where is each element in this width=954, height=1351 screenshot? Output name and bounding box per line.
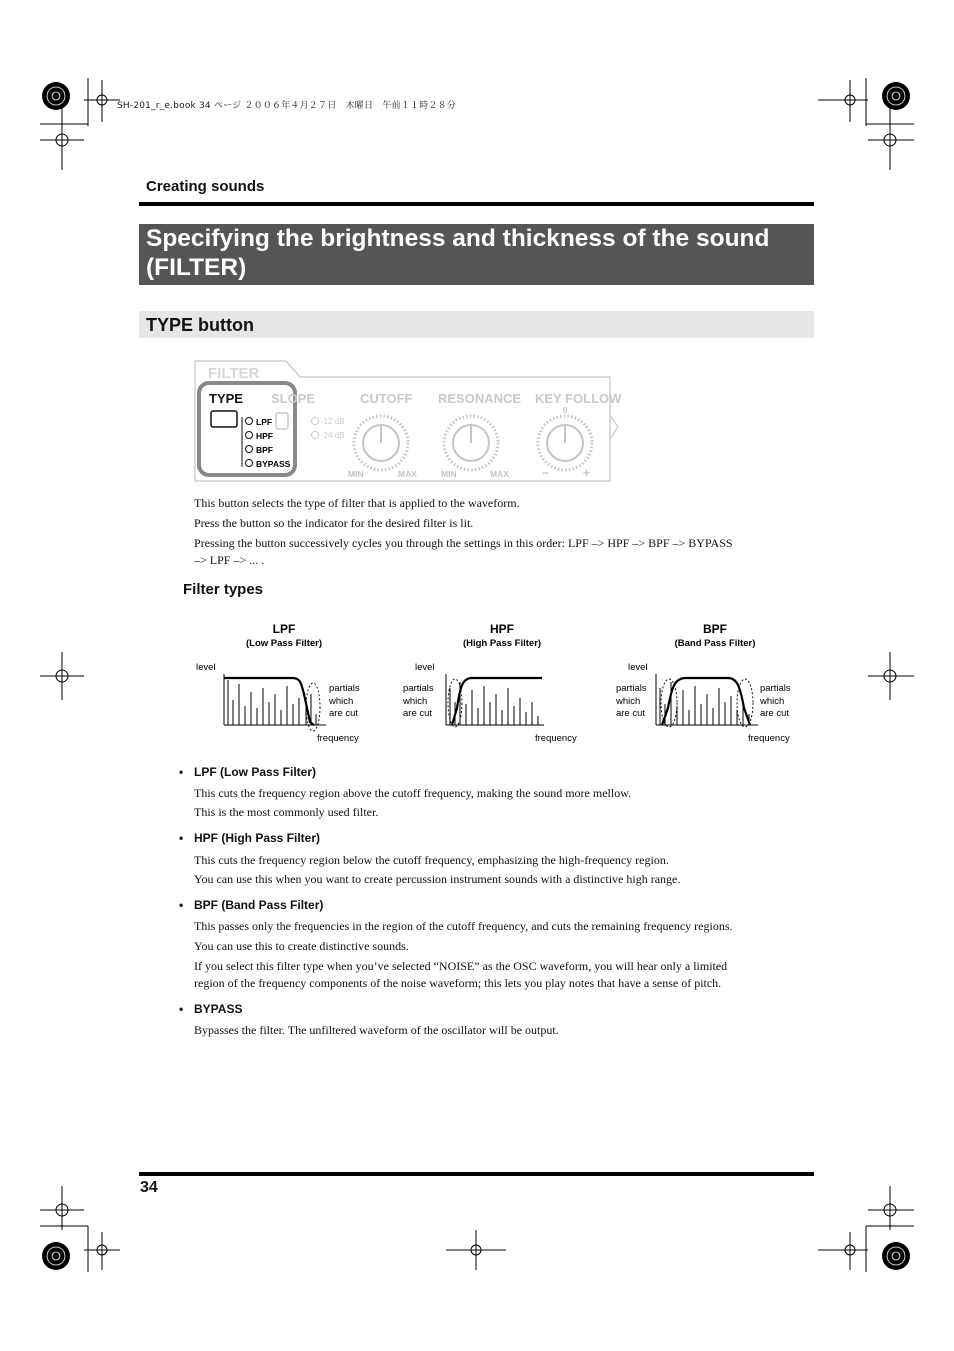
bpf-level-label: level bbox=[628, 662, 648, 673]
keyfollow-plus-label: + bbox=[583, 466, 591, 480]
bpf-cut-left-label-3: are cut bbox=[616, 708, 646, 719]
hpf-item-title-text: HPF (High Pass Filter) bbox=[194, 831, 321, 845]
subtitle: TYPE button bbox=[146, 315, 254, 335]
slope-button[interactable] bbox=[276, 413, 288, 429]
bpf-item-paragraph-3a: If you select this filter type when you’ve selected “NOISE” as the OSC waveform, you will hear only a limited bbox=[194, 959, 728, 973]
bpf-cut-left-label-1: partials bbox=[616, 683, 647, 694]
book-header-line: SH-201_r_e.book 34 ページ ２００６年４月２７日 木曜日 午前１１時２８分 bbox=[117, 101, 456, 111]
bpf-item-title: • BPF (Band Pass Filter) bbox=[179, 898, 324, 912]
lpf-level-label: level bbox=[196, 662, 216, 673]
bpf-diagram-title: BPF bbox=[703, 622, 727, 636]
lpf-item-title-text: LPF (Low Pass Filter) bbox=[194, 765, 317, 779]
bpf-cut-right-label-3: are cut bbox=[760, 708, 790, 719]
bpf-cut-right-label-1: partials bbox=[760, 683, 791, 694]
lpf-diagram-subtitle: (Low Pass Filter) bbox=[245, 638, 323, 649]
slope-12db-label: -12 dB bbox=[321, 417, 345, 426]
bpf-cut-right-label-2: which bbox=[760, 696, 785, 707]
lpf-item-paragraph-1: This cuts the frequency region above the cutoff frequency, making the sound more mellow. bbox=[194, 786, 632, 800]
keyfollow-minus-label: − bbox=[542, 466, 550, 480]
lpf-diagram-title: LPF bbox=[272, 622, 296, 636]
slope-label: SLOPE bbox=[271, 391, 316, 406]
filter-types-heading: Filter types bbox=[183, 581, 264, 598]
section-label: Creating sounds bbox=[146, 178, 265, 195]
cutoff-min-label: MIN bbox=[348, 469, 364, 479]
bpf-item-paragraph-3b: region of the frequency components of the noise waveform; this lets you play notes that have a sense of pitch. bbox=[194, 976, 722, 990]
intro-paragraph-1: This button selects the type of filter that is applied to the waveform. bbox=[194, 496, 520, 510]
hpf-indicator-label: HPF bbox=[256, 431, 273, 441]
intro-paragraph-3a: Pressing the button successively cycles you through the settings in this order: LPF –> HPF –> BPF –> BYPASS bbox=[194, 536, 733, 550]
lpf-item-title: • LPF (Low Pass Filter) bbox=[179, 765, 317, 779]
hpf-cut-label-1: partials bbox=[403, 683, 434, 694]
keyfollow-knob[interactable] bbox=[538, 416, 592, 470]
intro-paragraph-3b: –> LPF –> ... . bbox=[194, 553, 265, 567]
page-number: 34 bbox=[140, 1179, 158, 1196]
resonance-knob[interactable] bbox=[444, 416, 498, 470]
bypass-item-paragraph-1: Bypasses the filter. The unfiltered waveform of the oscillator will be output. bbox=[194, 1023, 559, 1037]
lpf-cut-label-2: which bbox=[329, 696, 354, 707]
lpf-frequency-label: frequency bbox=[317, 733, 359, 744]
hpf-item-title: • HPF (High Pass Filter) bbox=[179, 831, 321, 845]
slope-24db-label: -24 dB bbox=[321, 431, 345, 440]
lpf-cut-label-3: are cut bbox=[329, 708, 359, 719]
hpf-frequency-label: frequency bbox=[535, 733, 577, 744]
resonance-max-label: MAX bbox=[490, 469, 509, 479]
hpf-diagram-title: HPF bbox=[490, 622, 514, 636]
hpf-cut-label-3: are cut bbox=[403, 708, 433, 719]
filter-types-diagrams bbox=[180, 618, 820, 750]
bypass-item-title-text: BYPASS bbox=[194, 1002, 243, 1016]
type-button[interactable] bbox=[211, 411, 237, 427]
title-bar bbox=[139, 224, 814, 285]
lpf-item-paragraph-2: This is the most commonly used filter. bbox=[194, 805, 379, 819]
intro-paragraph-2: Press the button so the indicator for the desired filter is lit. bbox=[194, 516, 474, 530]
hpf-diagram-subtitle: (High Pass Filter) bbox=[462, 638, 542, 649]
hpf-cut-label-2: which bbox=[403, 696, 428, 707]
bpf-indicator-label: BPF bbox=[256, 445, 273, 455]
cutoff-label: CUTOFF bbox=[360, 391, 413, 406]
resonance-label: RESONANCE bbox=[438, 391, 522, 406]
hpf-item-paragraph-2: You can use this when you want to create percussion instrument sounds with a distinctive high range. bbox=[194, 872, 681, 886]
bottom-rule bbox=[139, 1172, 814, 1176]
top-rule bbox=[139, 202, 814, 206]
cutoff-max-label: MAX bbox=[398, 469, 417, 479]
bypass-indicator-label: BYPASS bbox=[256, 459, 291, 469]
keyfollow-label: KEY FOLLOW bbox=[535, 391, 622, 406]
bypass-item-title: • BYPASS bbox=[179, 1002, 243, 1016]
cutoff-knob[interactable] bbox=[354, 416, 408, 470]
subtitle-bar bbox=[139, 311, 814, 338]
type-label: TYPE bbox=[209, 391, 243, 406]
page-title: Specifying the brightness and thickness of the sound (FILTER) bbox=[146, 225, 770, 281]
resonance-min-label: MIN bbox=[441, 469, 457, 479]
bpf-diagram-subtitle: (Band Pass Filter) bbox=[674, 638, 756, 649]
bpf-item-paragraph-1: This passes only the frequencies in the region of the cutoff frequency, and cuts the remaining frequency regions. bbox=[194, 919, 733, 933]
hpf-level-label: level bbox=[415, 662, 435, 673]
lpf-cut-label-1: partials bbox=[329, 683, 360, 694]
hpf-item-paragraph-1: This cuts the frequency region below the cutoff frequency, emphasizing the high-frequency region. bbox=[194, 853, 669, 867]
filter-label: FILTER bbox=[208, 365, 260, 382]
lpf-indicator-label: LPF bbox=[256, 417, 273, 427]
bpf-item-title-text: BPF (Band Pass Filter) bbox=[194, 898, 324, 912]
filter-panel-illustration bbox=[190, 355, 630, 487]
bpf-frequency-label: frequency bbox=[748, 733, 790, 744]
bpf-cut-left-label-2: which bbox=[616, 696, 641, 707]
keyfollow-zero-label: 0 bbox=[563, 406, 568, 415]
bpf-item-paragraph-2: You can use this to create distinctive sounds. bbox=[194, 939, 409, 953]
